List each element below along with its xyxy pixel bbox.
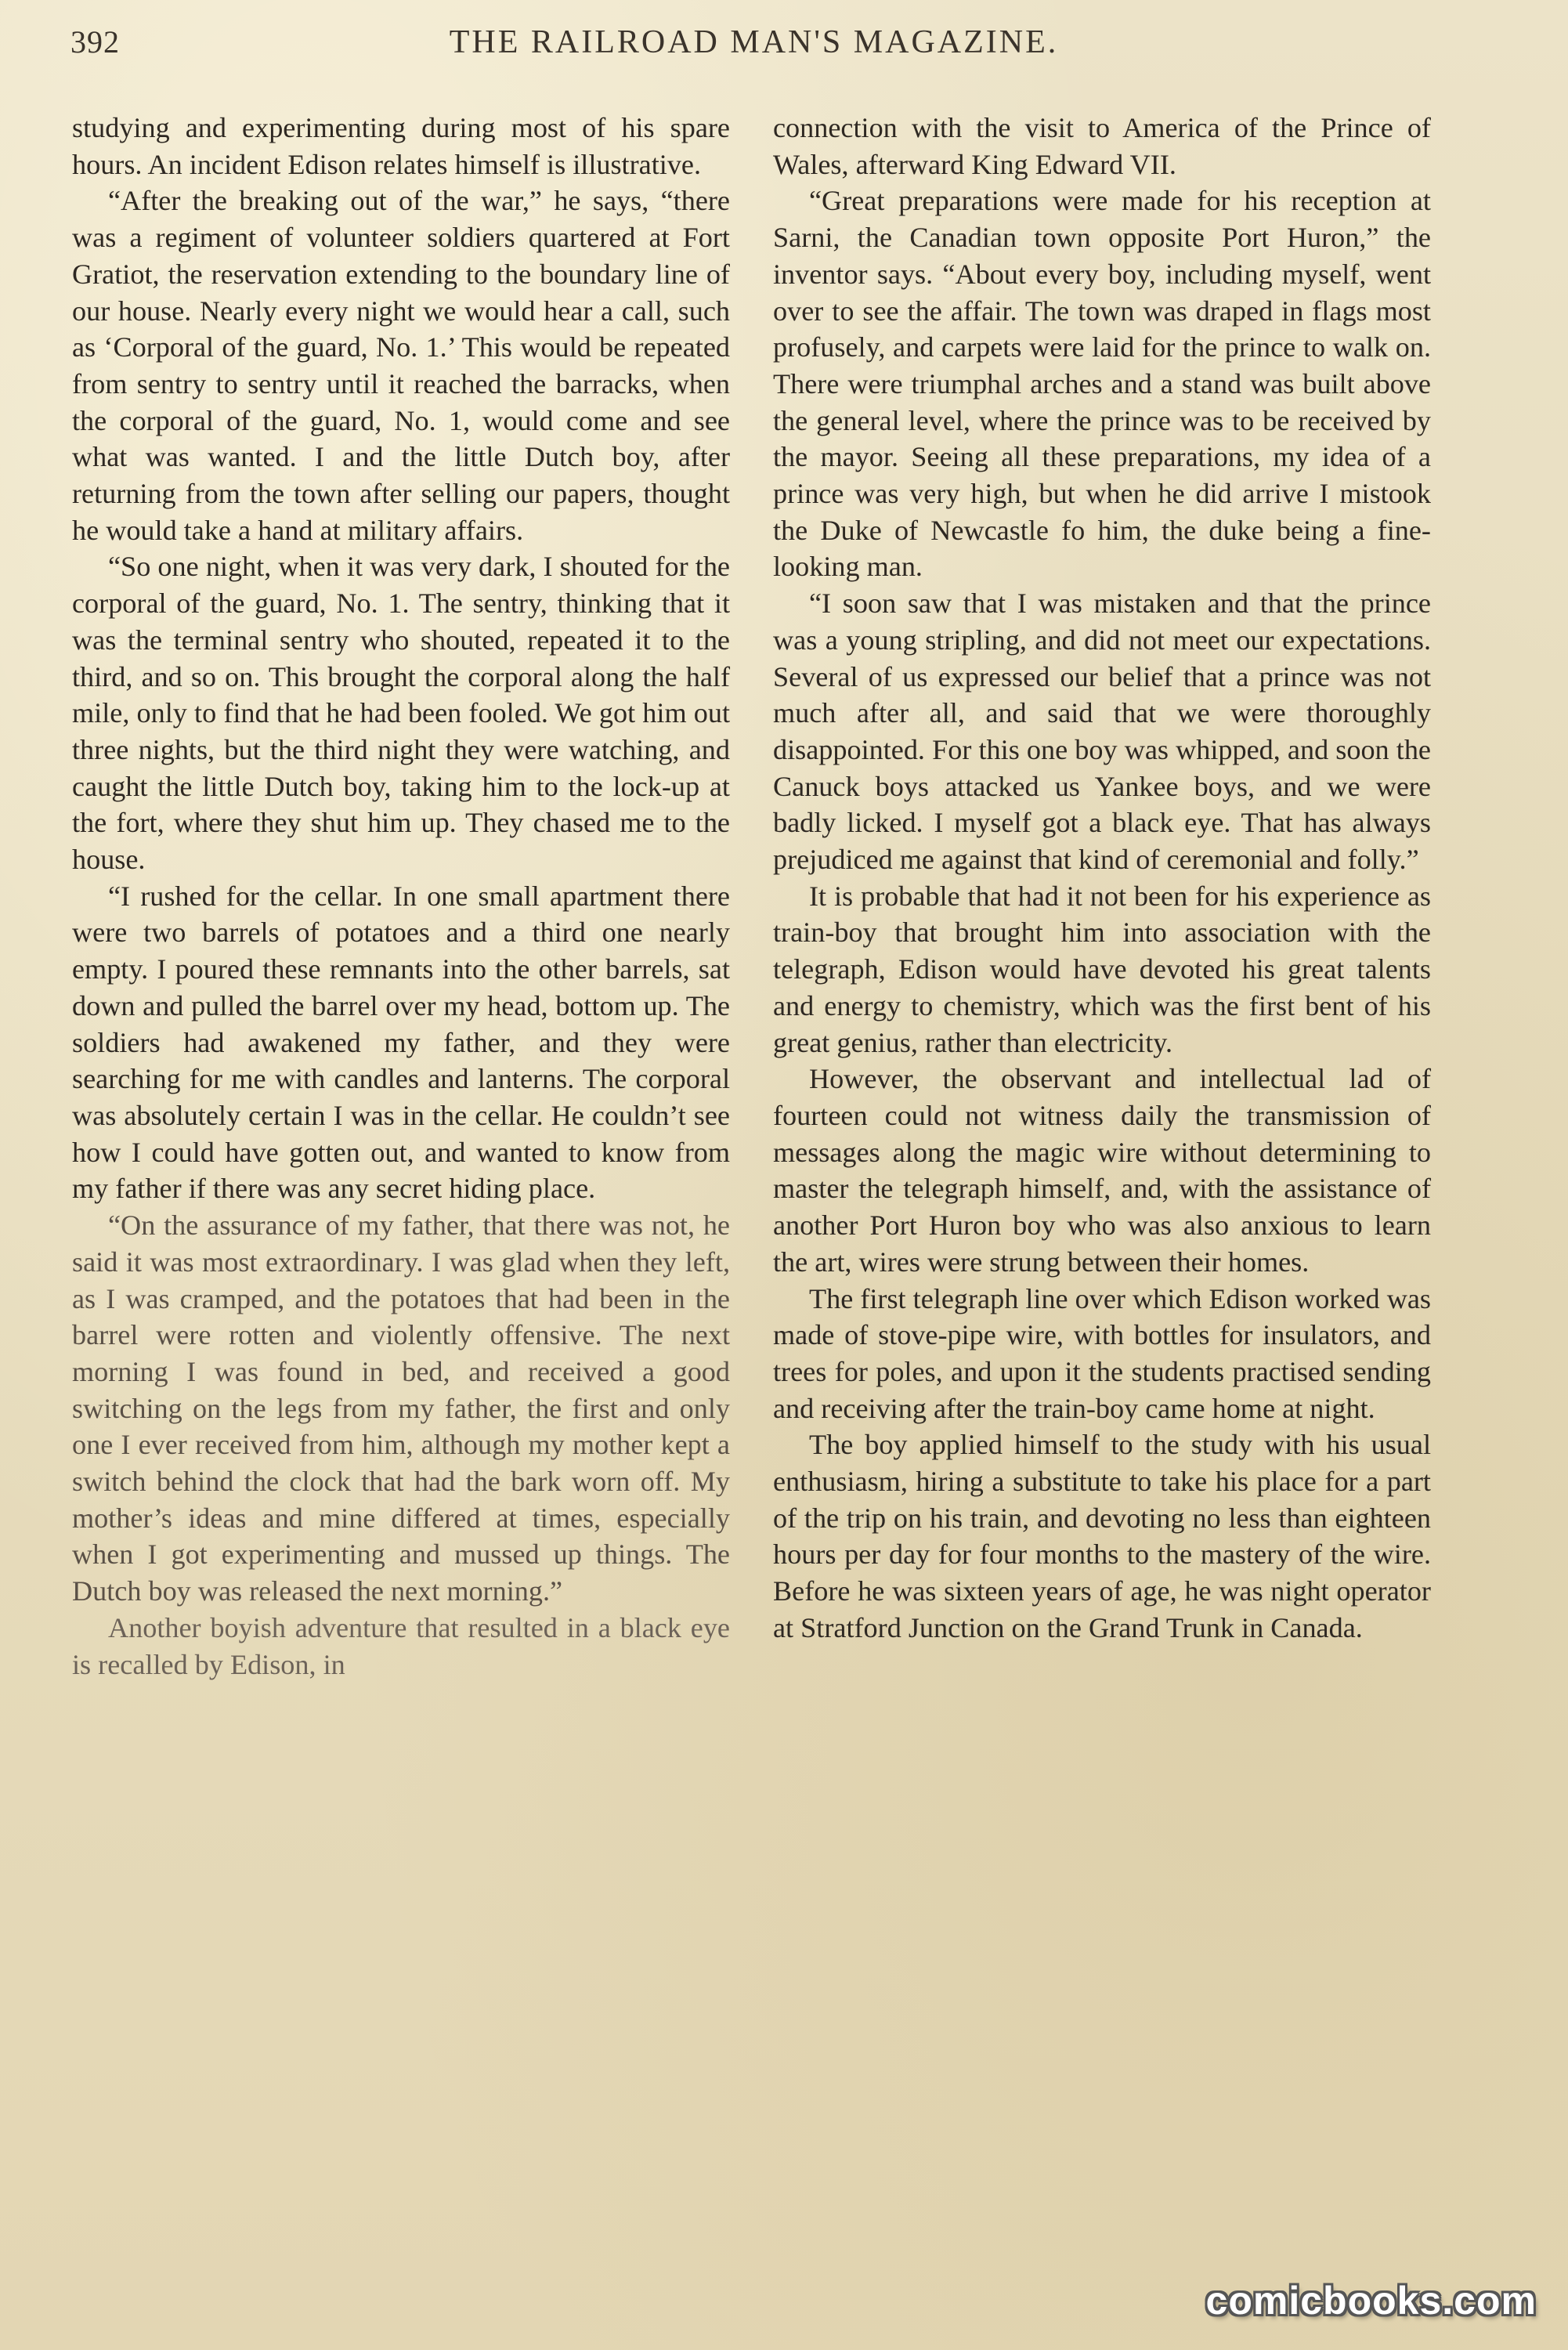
paragraph: “I rushed for the cellar. In one small apartment there were two barrels of potatoes and a third one nearly empty. I poured these remnants into the other barrels, sat down and pulled the barrel over my head, bottom up. The soldiers had awakened my father, and they were searching for me with candles and lanterns. The corporal was absolutely certain I was in the cellar. He couldn’t see how I could have gotten out, and wanted to know from my father if there was any secret hiding place. (72, 880, 730, 1205)
page-number: 392 (70, 24, 120, 60)
paragraph: connection with the visit to America of the Prince of Wales, afterward King Edward VII. (773, 112, 1431, 180)
paragraph: However, the observant and intellectual lad of fourteen could not witness daily the transmission of messages along the magic wire without determining to master the telegraph himself, and, with the assistance of another Port Huron boy who was also anxious to learn the art, wires were strung between their homes. (773, 1063, 1431, 1278)
paragraph: The boy applied himself to the study with his usual enthusiasm, hiring a substitute to take his place for a part of the trip on his train, and devoting no less than eighteen hours per day for four months to the mastery of the wire. Before he was sixteen years of age, he was night operator at Stratford Junction on the Grand Trunk in Canada. (773, 1429, 1431, 1643)
paragraph: “So one night, when it was very dark, I shouted for the corporal of the guard, No. 1. The sentry, thinking that it was the terminal sentry who shouted, repeated it to the third, and so on. This brought the corporal along the half mile, only to find that he had been fooled. We got him out three nights, but the third night they were watching, and caught the little Dutch boy, taking him to the lock-up at the fort, where they shut him up. They chased me to the house. (72, 551, 730, 876)
paragraph: “After the breaking out of the war,” he says, “there was a regiment of volunteer soldiers quartered at Fort Gratiot, the reservation extending to the boundary line of our house. Nearly every night we would hear a call, such as ‘Corporal of the guard, No. 1.’ This would be repeated from sentry to sentry until it reached the barracks, when the corporal of the guard, No. 1, would come and see what was wanted. I and the little Dutch boy, after returning from the town after selling our papers, thought he would take a hand at military affairs. (72, 185, 730, 546)
paragraph: “Great preparations were made for his reception at Sarni, the Canadian town opposite Port Huron,” the inventor says. “About every boy, including myself, went over to see the affair. The town was draped in flags most profusely, and carpets were laid for the prince to walk on. There were triumphal arches and a stand was built above the general level, where the prince was to be received by the mayor. Seeing all these preparations, my idea of a prince was very high, but when he did arrive I mistook the Duke of Newcastle fo him, the duke being a fine-looking man. (773, 185, 1431, 583)
paragraph: “On the assurance of my father, that there was not, he said it was most extraordinary. I was glad when they left, as I was cramped, and the potatoes that had been in the barrel were rotten and violently offensive. The next morning I was found in bed, and received a good switching on the legs from my father, the first and only one I ever received from him, although my mother kept a switch behind the clock that had the bark worn off. My mother’s ideas and mine differed at times, especially when I got experimenting and mussed up things. The Dutch boy was released the next morning.” (72, 1209, 730, 1607)
paragraph: Another boyish adventure that resulted in a black eye is recalled by Edison, in (72, 1611, 730, 1680)
right-column (773, 110, 1431, 1647)
magazine-title: THE RAILROAD MAN'S MAGAZINE. (449, 24, 1059, 60)
paragraph: studying and experimenting during most of his spare hours. An incident Edison relates himself is illustrative. (72, 112, 730, 180)
left-column (72, 110, 730, 1683)
paragraph: “I soon saw that I was mistaken and that the prince was a young stripling, and did not meet our expectations. Several of us expressed our belief that a prince was not much after all, and said that we were thoroughly disappointed. For this one boy was whipped, and soon the Canuck boys attacked us Yankee boys, and we were badly licked. I myself got a black eye. That has always prejudiced me against that kind of ceremonial and folly.” (773, 588, 1431, 876)
watermark: comicbooks.com (1205, 2279, 1537, 2323)
paragraph: It is probable that had it not been for his experience as train-boy that brought him into association with the telegraph, Edison would have devoted his great talents and energy to chemistry, which was the first bent of his great genius, rather than electricity. (773, 880, 1431, 1058)
page-header (70, 24, 1437, 78)
paragraph: The first telegraph line over which Edison worked was made of stove-pipe wire, with bottles for insulators, and trees for poles, and upon it the students practised sending and receiving after the train-boy came home at night. (773, 1282, 1431, 1424)
